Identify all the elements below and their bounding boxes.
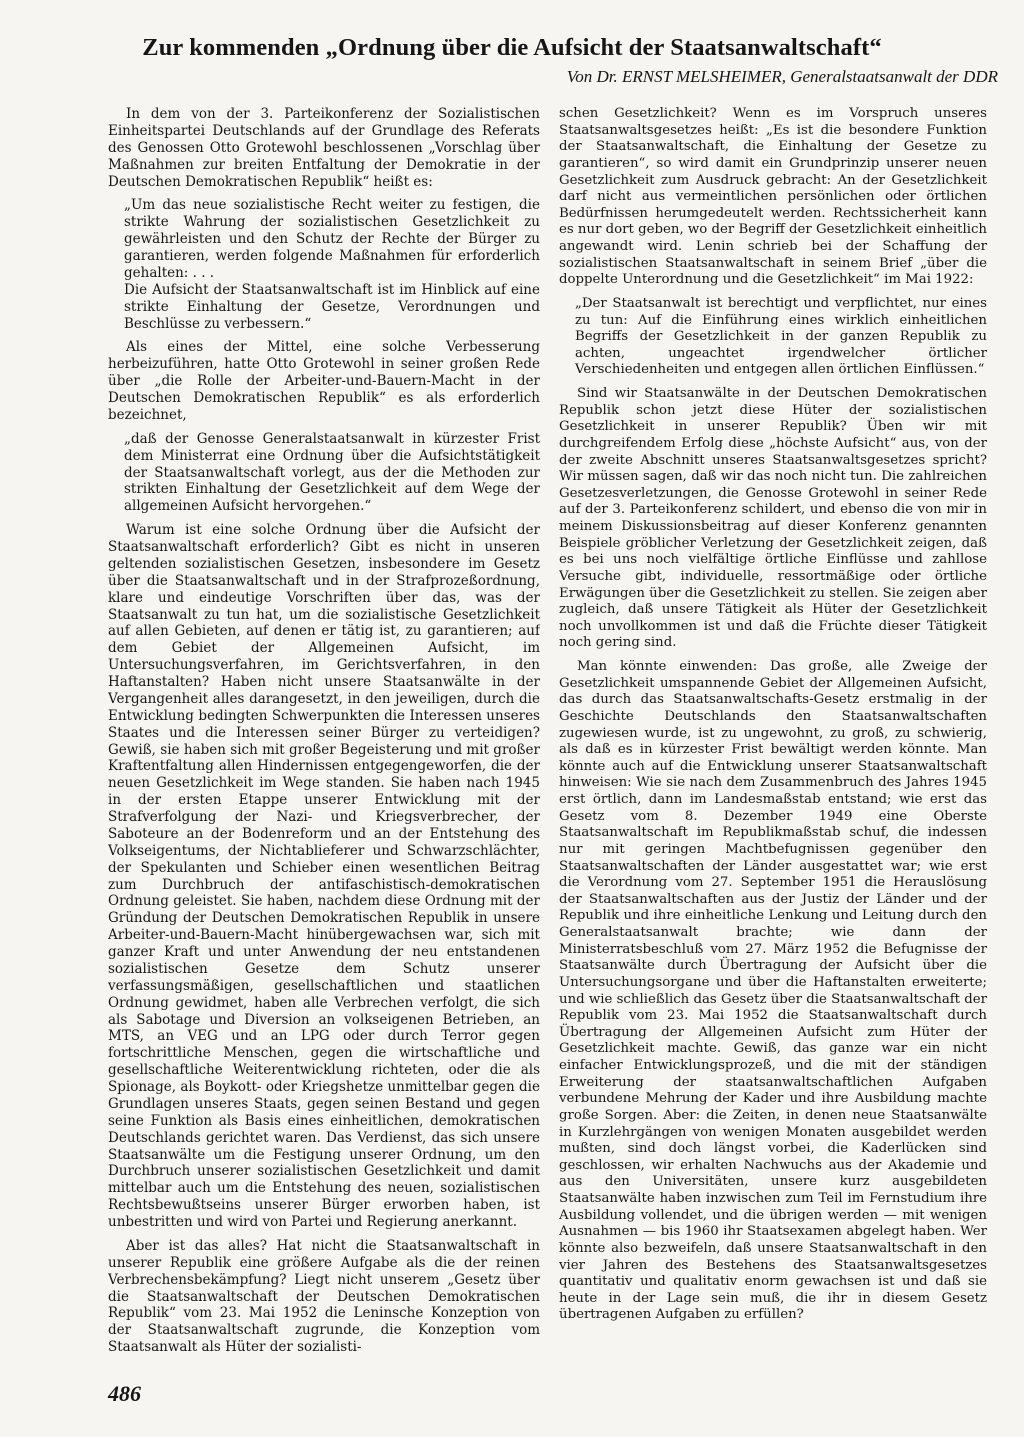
block-quote: [575, 296, 987, 379]
quote-line: „Um das neue sozialistische Recht weiter zu festigen, die strikte Wahrung der sozialistischen Gesetzlichkeit zu gewährleisten und den Schutz der Rechte der Bürger zu garantieren, werden folgende Maßnahmen für erforderlich gehalten: . . .: [124, 197, 540, 281]
left-column: [108, 106, 540, 1368]
paragraph: In dem von der 3. Parteikonferenz der Sozialistischen Einheitspartei Deutschlands auf der Grundlage des Referats des Genossen Otto Grotewohl beschlossenen „Vorschlag über Maßnahmen zur breiten Entfaltung der Demokratie in der Deutschen Demokratischen Republik“ heißt es:: [108, 106, 540, 190]
paragraph: Sind wir Staatsanwälte in der Deutschen Demokratischen Republik schon jetzt diese Hüter der sozialistischen Gesetzlichkeit in unserer Republik? Üben wir mit durchgreifendem Erfolg diese „höchste Aufsicht“ aus, von der der zweite Abschnitt unseres Staatsanwaltsgesetzes spricht? Wir müssen sagen, daß wir das noch nicht tun. Die zahlreichen Gesetzesverletzungen, die Genosse Grotewohl in seiner Rede auf der 3. Parteikonferenz schildert, und ebenso die von mir in meinem Diskussionsbeitrag auf dieser Konferenz genannten Beispiele gröblicher Verletzung der Gesetzlichkeit zeigen, daß es bei uns noch vielfältige örtliche Einflüsse und zahllose Versuche gibt, individuelle, ressortmäßige oder örtliche Erwägungen über die Gesetzlichkeit zu stellen. Sie zeigen aber zugleich, daß unsere Tätigkeit als Hüter der Gesetzlichkeit noch unvollkommen ist und daß die Früchte dieser Tätigkeit noch gering sind.: [559, 386, 987, 651]
article-byline: Von Dr. ERNST MELSHEIMER, Generalstaatsanwalt der DDR: [566, 67, 998, 86]
quote-line: „daß der Genosse Generalstaatsanwalt in kürzester Frist dem Ministerrat eine Ordnung über die Aufsichtstätigkeit der Staatsanwaltschaft vorlegt, aus der die Methoden zur strikten Einhaltung der Gesetzlichkeit auf dem Wege der allgemeinen Aufsicht hervorgehen.“: [124, 430, 540, 515]
quote-line: Die Aufsicht der Staatsanwaltschaft ist im Hinblick auf eine strikte Einhaltung der Gesetze, Verordnungen und Beschlüsse zu verbessern.“: [124, 281, 540, 332]
block-quote: [124, 431, 540, 515]
right-column: [559, 106, 987, 1368]
article-title: Zur kommenden „Ordnung über die Aufsicht der Staatsanwaltschaft“: [142, 34, 882, 61]
page-number: 486: [108, 1381, 141, 1406]
paragraph: Aber ist das alles? Hat nicht die Staatsanwaltschaft in unserer Republik eine größere Aufgabe als die der reinen Verbrechensbekämpfung? Liegt nicht unserem „Gesetz über die Staatsanwaltschaft der Deutschen Demokratischen Republik“ vom 23. Mai 1952 die Leninsche Konzeption von der Staatsanwaltschaft zugrunde, die Konzeption vom Staatsanwalt als Hüter der sozialisti-: [108, 1237, 540, 1356]
paragraph: Warum ist eine solche Ordnung über die Aufsicht der Staatsanwaltschaft erforderlich? Gibt es nicht in unseren geltenden sozialistischen Gesetzen, insbesondere im Gesetz über die Staatsanwaltschaft und in der Strafprozeßordnung, klare und eindeutige Vorschriften über das, was der Staatsanwalt zu tun hat, um die sozialistische Gesetzlichkeit auf allen Gebieten, auf denen er tätig ist, zu garantieren; auf dem Gebiet der Allgemeinen Aufsicht, im Untersuchungsverfahren, im Gerichtsverfahren, in den Haftanstalten? Haben nicht unsere Staatsanwälte in der Vergangenheit alles darangesetzt, in den jeweiligen, durch die Entwicklung bedingten Schwerpunkten die Interessen unseres Staates und die Interessen seiner Bürger zu verteidigen? Gewiß, sie haben sich mit großer Begeisterung und mit großer Kraftentfaltung allen Hindernissen entgegengeworfen, die der neuen Gesetzlichkeit im Wege standen. Sie haben nach 1945 in der ersten Etappe unserer Entwicklung mit der Strafverfolgung der Nazi- und Kriegsverbrecher, der Saboteure an der Bodenreform und an der Entstehung des Volkseigentums, der Nichtablieferer und Schwarzschlächter, der Spekulanten und Schieber einen wesentlichen Beitrag zum Durchbruch der antifaschistisch-demokratischen Ordnung geleistet. Sie haben, nachdem diese Ordnung mit der Gründung der Deutschen Demokratischen Republik in unsere Arbeiter-und-Bauern-Macht hinübergewachsen war, sich mit ganzer Kraft und unter Anwendung der neu entstandenen sozialistischen Gesetze dem Schutz unserer verfassungsmäßigen, gesellschaftlichen und staatlichen Ordnung gewidmet, haben alle Verbrechen verfolgt, die sich als Sabotage und Diversion an volkseigenen Betrieben, an MTS, an VEG und an LPG oder durch Terror gegen fortschrittliche Menschen, gegen die wirtschaftliche und gesellschaftliche Weiterentwicklung richteten, oder die als Spionage, als Boykott- oder Kriegshetze unmittelbar gegen die Grundlagen unseres Staats, gegen seinen Bestand und gegen seine Funktion als Basis eines einheitlichen, demokratischen Deutschlands gerichtet waren. Das Verdienst, das sich unsere Staatsanwälte um die Festigung unserer Ordnung, um den Durchbruch unserer sozialistischen Gesetzlichkeit und damit mittelbar auch um die Entstehung des neuen, sozialistischen Rechtsbewußtseins unserer Bürger erworben haben, ist unbestritten und wird von Partei und Regierung anerkannt.: [108, 522, 540, 1230]
block-quote: [124, 197, 540, 332]
paragraph: schen Gesetzlichkeit? Wenn es im Vorspruch unseres Staatsanwaltsgesetzes heißt: „Es ist die besondere Funktion der Staatsanwaltschaft, die Einhaltung der Gesetze zu garantieren“, so wird damit ein Grundprinzip unserer neuen Gesetzlichkeit zum Ausdruck gebracht: An der Gesetzlichkeit darf nicht aus vermeintlichen persönlichen oder örtlichen Bedürfnissen herumgedeutelt werden. Rechtssicherheit kann es nur dort geben, wo der Begriff der Gesetzlichkeit einheitlich angewandt wird. Lenin schrieb bei der Schaffung der sozialistischen Staatsanwaltschaft in seinem Brief „über die doppelte Unterordnung und die Gesetzlichkeit“ im Mai 1922:: [559, 106, 987, 288]
paragraph: Als eines der Mittel, eine solche Verbesserung herbeizuführen, hatte Otto Grotewohl in seiner großen Rede über „die Rolle der Arbeiter-und-Bauern-Macht in der Deutschen Demokratischen Republik“ es als erforderlich bezeichnet,: [108, 339, 540, 423]
quote-line: „Der Staatsanwalt ist berechtigt und verpflichtet, nur eines zu tun: Auf die Einführung eines wirklich einheitlichen Begriffs der Gesetzlichkeit in der ganzen Republik zu achten, ungeachtet irgendwelcher örtlicher Verschiedenheiten und entgegen allen örtlichen Einflüssen.“: [575, 295, 987, 378]
paragraph: Man könnte einwenden: Das große, alle Zweige der Gesetzlichkeit umspannende Gebiet der Allgemeinen Aufsicht, das durch das Staatsanwaltschafts-Gesetz erstmalig in der Geschichte Deutschlands den Staatsanwaltschaften zugewiesen wurde, ist zu ungewohnt, zu groß, zu schwierig, als daß es in kürzester Frist bewältigt werden könnte. Man könnte auch auf die Entwicklung unserer Staatsanwaltschaft hinweisen: Wie sie nach dem Zusammenbruch des Jahres 1945 erst örtlich, dann im Landesmaßstab entstand; wie erst das Gesetz vom 8. Dezember 1949 eine Oberste Staatsanwaltschaft im Republikmaßstab schuf, die indessen nur mit geringen Machtbefugnissen gegenüber den Staatsanwaltschaften der Länder ausgestattet war; wie erst die Verordnung vom 27. September 1951 die Herauslösung der Staatsanwaltschaften aus der Justiz der Länder und der Republik und ihre einheitliche Lenkung und Leitung durch den Generalstaatsanwalt brachte; wie dann der Ministerratsbeschluß vom 27. März 1952 die Befugnisse der Staatsanwälte durch Übertragung der Aufsicht über die Untersuchungsorgane und über die Haftanstalten erweiterte; und wie schließlich das Gesetz über die Staatsanwaltschaft der Republik vom 23. Mai 1952 die Staatsanwaltschaft durch Übertragung der Allgemeinen Aufsicht zum Hüter der Gesetzlichkeit machte. Gewiß, das ganze war ein nicht einfacher Entwicklungsprozeß, und die mit der ständigen Erweiterung der staatsanwaltschaftlichen Aufgaben verbundene Mehrung der Kader und ihre Ausbildung machte große Sorgen. Aber: die Zeiten, in denen neue Staatsanwälte in Kurzlehrgängen von wenigen Monaten ausgebildet werden mußten, sind doch längst vorbei, die Kaderlücken sind geschlossen, wir erhalten Nachwuchs aus der Akademie und aus den Universitäten, unsere kurz ausgebildeten Staatsanwälte haben inzwischen zum Teil im Fernstudium ihre Ausbildung vollendet, und die übrigen werden — mit wenigen Ausnahmen — bis 1960 ihr Staatsexamen abgelegt haben. Wer könnte also bezweifeln, daß unsere Staatsanwaltschaft in den vier Jahren des Bestehens des Staatsanwaltsgesetzes quantitativ und qualitativ enorm gewachsen ist und daß sie heute in der Lage sein muß, die ihr in diesem Gesetz übertragenen Aufgaben zu erfüllen?: [559, 659, 987, 1323]
